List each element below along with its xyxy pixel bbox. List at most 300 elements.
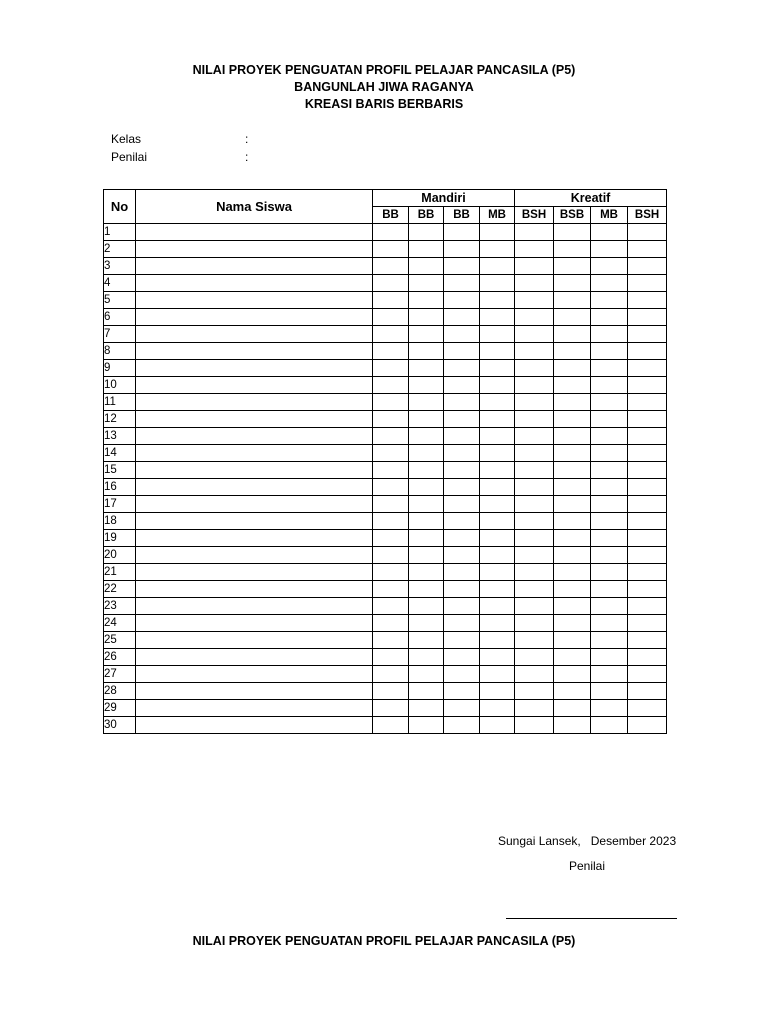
score-cell[interactable] bbox=[444, 326, 480, 343]
score-cell[interactable] bbox=[515, 598, 554, 615]
score-cell[interactable] bbox=[373, 547, 409, 564]
score-cell[interactable] bbox=[444, 547, 480, 564]
score-cell[interactable] bbox=[554, 343, 591, 360]
score-cell[interactable] bbox=[591, 666, 628, 683]
score-cell[interactable] bbox=[591, 479, 628, 496]
score-cell[interactable] bbox=[591, 428, 628, 445]
score-cell[interactable] bbox=[373, 666, 409, 683]
table-row bbox=[104, 462, 667, 479]
score-cell[interactable] bbox=[628, 564, 667, 581]
score-cell[interactable] bbox=[373, 530, 409, 547]
score-cell[interactable] bbox=[480, 394, 515, 411]
score-cell[interactable] bbox=[373, 479, 409, 496]
score-cell[interactable] bbox=[554, 496, 591, 513]
score-cell[interactable] bbox=[444, 377, 480, 394]
score-cell[interactable] bbox=[409, 581, 444, 598]
score-cell[interactable] bbox=[480, 258, 515, 275]
header-group-mandiri: Mandiri bbox=[373, 190, 515, 207]
score-cell[interactable] bbox=[515, 683, 554, 700]
score-cell[interactable] bbox=[444, 462, 480, 479]
score-cell[interactable] bbox=[444, 343, 480, 360]
score-cell[interactable] bbox=[480, 581, 515, 598]
score-cell[interactable] bbox=[444, 275, 480, 292]
table-row bbox=[104, 428, 667, 445]
table-row bbox=[104, 615, 667, 632]
score-cell[interactable] bbox=[628, 394, 667, 411]
score-cell[interactable] bbox=[628, 547, 667, 564]
score-cell[interactable] bbox=[554, 394, 591, 411]
assessment-table bbox=[103, 189, 667, 734]
student-name-cell[interactable] bbox=[136, 717, 373, 734]
student-name-cell[interactable] bbox=[136, 547, 373, 564]
student-name-cell[interactable] bbox=[136, 530, 373, 547]
score-cell[interactable] bbox=[444, 683, 480, 700]
score-cell[interactable] bbox=[554, 530, 591, 547]
score-cell[interactable] bbox=[444, 394, 480, 411]
score-cell[interactable] bbox=[409, 513, 444, 530]
score-cell[interactable] bbox=[480, 564, 515, 581]
row-number: 16 bbox=[104, 479, 136, 496]
student-name-cell[interactable] bbox=[136, 292, 373, 309]
score-cell[interactable] bbox=[409, 394, 444, 411]
score-cell[interactable] bbox=[515, 513, 554, 530]
score-cell[interactable] bbox=[480, 224, 515, 241]
score-cell[interactable] bbox=[628, 445, 667, 462]
score-cell[interactable] bbox=[554, 598, 591, 615]
table-row bbox=[104, 581, 667, 598]
score-cell[interactable] bbox=[480, 462, 515, 479]
score-cell[interactable] bbox=[554, 649, 591, 666]
score-cell[interactable] bbox=[409, 428, 444, 445]
score-cell[interactable] bbox=[554, 377, 591, 394]
score-cell[interactable] bbox=[373, 445, 409, 462]
score-cell[interactable] bbox=[554, 683, 591, 700]
score-cell[interactable] bbox=[554, 632, 591, 649]
score-cell[interactable] bbox=[444, 700, 480, 717]
score-cell[interactable] bbox=[409, 275, 444, 292]
score-cell[interactable] bbox=[515, 496, 554, 513]
score-cell[interactable] bbox=[554, 292, 591, 309]
score-cell[interactable] bbox=[480, 700, 515, 717]
score-cell[interactable] bbox=[373, 683, 409, 700]
score-cell[interactable] bbox=[480, 530, 515, 547]
score-cell[interactable] bbox=[628, 326, 667, 343]
student-name-cell[interactable] bbox=[136, 632, 373, 649]
score-cell[interactable] bbox=[480, 683, 515, 700]
score-cell[interactable] bbox=[628, 632, 667, 649]
row-number: 19 bbox=[104, 530, 136, 547]
score-cell[interactable] bbox=[591, 224, 628, 241]
score-cell[interactable] bbox=[444, 564, 480, 581]
score-cell[interactable] bbox=[373, 462, 409, 479]
table-row bbox=[104, 292, 667, 309]
score-cell[interactable] bbox=[480, 241, 515, 258]
score-cell[interactable] bbox=[480, 496, 515, 513]
score-cell[interactable] bbox=[373, 394, 409, 411]
score-cell[interactable] bbox=[515, 343, 554, 360]
score-cell[interactable] bbox=[373, 275, 409, 292]
student-name-cell[interactable] bbox=[136, 394, 373, 411]
score-cell[interactable] bbox=[515, 309, 554, 326]
score-cell[interactable] bbox=[480, 411, 515, 428]
score-cell[interactable] bbox=[554, 360, 591, 377]
score-cell[interactable] bbox=[480, 666, 515, 683]
score-cell[interactable] bbox=[373, 360, 409, 377]
score-cell[interactable] bbox=[444, 598, 480, 615]
score-cell[interactable] bbox=[409, 717, 444, 734]
score-cell[interactable] bbox=[628, 309, 667, 326]
score-cell[interactable] bbox=[409, 649, 444, 666]
student-name-cell[interactable] bbox=[136, 275, 373, 292]
student-name-cell[interactable] bbox=[136, 445, 373, 462]
score-cell[interactable] bbox=[373, 241, 409, 258]
subheader-cell: MB bbox=[480, 207, 515, 224]
score-cell[interactable] bbox=[409, 479, 444, 496]
score-cell[interactable] bbox=[554, 564, 591, 581]
score-cell[interactable] bbox=[444, 479, 480, 496]
score-cell[interactable] bbox=[554, 445, 591, 462]
table-row bbox=[104, 377, 667, 394]
row-number: 27 bbox=[104, 666, 136, 683]
score-cell[interactable] bbox=[444, 496, 480, 513]
score-cell[interactable] bbox=[444, 445, 480, 462]
score-cell[interactable] bbox=[480, 343, 515, 360]
score-cell[interactable] bbox=[591, 275, 628, 292]
score-cell[interactable] bbox=[373, 615, 409, 632]
score-cell[interactable] bbox=[409, 683, 444, 700]
score-cell[interactable] bbox=[373, 224, 409, 241]
score-cell[interactable] bbox=[444, 615, 480, 632]
score-cell[interactable] bbox=[444, 258, 480, 275]
score-cell[interactable] bbox=[480, 360, 515, 377]
student-name-cell[interactable] bbox=[136, 377, 373, 394]
table-row bbox=[104, 717, 667, 734]
score-cell[interactable] bbox=[373, 411, 409, 428]
score-cell[interactable] bbox=[480, 377, 515, 394]
score-cell[interactable] bbox=[409, 343, 444, 360]
score-cell[interactable] bbox=[591, 360, 628, 377]
score-cell[interactable] bbox=[628, 292, 667, 309]
score-cell[interactable] bbox=[628, 649, 667, 666]
score-cell[interactable] bbox=[628, 581, 667, 598]
student-name-cell[interactable] bbox=[136, 615, 373, 632]
table-row bbox=[104, 258, 667, 275]
score-cell[interactable] bbox=[444, 666, 480, 683]
score-cell[interactable] bbox=[554, 428, 591, 445]
table-row bbox=[104, 547, 667, 564]
document-title-block bbox=[0, 62, 768, 113]
score-cell[interactable] bbox=[409, 632, 444, 649]
score-cell[interactable] bbox=[515, 445, 554, 462]
score-cell[interactable] bbox=[628, 462, 667, 479]
score-cell[interactable] bbox=[628, 717, 667, 734]
score-cell[interactable] bbox=[444, 530, 480, 547]
score-cell[interactable] bbox=[515, 530, 554, 547]
student-name-cell[interactable] bbox=[136, 513, 373, 530]
score-cell[interactable] bbox=[591, 394, 628, 411]
score-cell[interactable] bbox=[409, 377, 444, 394]
student-name-cell[interactable] bbox=[136, 343, 373, 360]
score-cell[interactable] bbox=[628, 343, 667, 360]
score-cell[interactable] bbox=[515, 666, 554, 683]
student-name-cell[interactable] bbox=[136, 598, 373, 615]
score-cell[interactable] bbox=[591, 258, 628, 275]
score-cell[interactable] bbox=[480, 445, 515, 462]
score-cell[interactable] bbox=[373, 326, 409, 343]
score-cell[interactable] bbox=[480, 513, 515, 530]
score-cell[interactable] bbox=[515, 394, 554, 411]
score-cell[interactable] bbox=[373, 343, 409, 360]
score-cell[interactable] bbox=[628, 530, 667, 547]
score-cell[interactable] bbox=[515, 649, 554, 666]
score-cell[interactable] bbox=[409, 547, 444, 564]
score-cell[interactable] bbox=[515, 275, 554, 292]
score-cell[interactable] bbox=[480, 615, 515, 632]
score-cell[interactable] bbox=[628, 411, 667, 428]
score-cell[interactable] bbox=[409, 326, 444, 343]
student-name-cell[interactable] bbox=[136, 258, 373, 275]
score-cell[interactable] bbox=[409, 411, 444, 428]
score-cell[interactable] bbox=[591, 445, 628, 462]
table-row bbox=[104, 394, 667, 411]
score-cell[interactable] bbox=[444, 360, 480, 377]
score-cell[interactable] bbox=[480, 428, 515, 445]
score-cell[interactable] bbox=[591, 598, 628, 615]
student-name-cell[interactable] bbox=[136, 581, 373, 598]
score-cell[interactable] bbox=[591, 343, 628, 360]
score-cell[interactable] bbox=[480, 326, 515, 343]
document-title: NILAI PROYEK PENGUATAN PROFIL PELAJAR PANCASILA (P5) bbox=[192, 63, 576, 77]
score-cell[interactable] bbox=[444, 309, 480, 326]
score-cell[interactable] bbox=[515, 581, 554, 598]
student-name-cell[interactable] bbox=[136, 360, 373, 377]
score-cell[interactable] bbox=[515, 700, 554, 717]
score-cell[interactable] bbox=[373, 598, 409, 615]
score-cell[interactable] bbox=[409, 598, 444, 615]
subheader-cell: BB bbox=[444, 207, 480, 224]
score-cell[interactable] bbox=[554, 717, 591, 734]
score-cell[interactable] bbox=[628, 258, 667, 275]
score-cell[interactable] bbox=[480, 275, 515, 292]
score-cell[interactable] bbox=[373, 717, 409, 734]
score-cell[interactable] bbox=[628, 479, 667, 496]
score-cell[interactable] bbox=[591, 615, 628, 632]
score-cell[interactable] bbox=[515, 547, 554, 564]
score-cell[interactable] bbox=[480, 479, 515, 496]
student-name-cell[interactable] bbox=[136, 241, 373, 258]
score-cell[interactable] bbox=[515, 564, 554, 581]
score-cell[interactable] bbox=[480, 717, 515, 734]
score-cell[interactable] bbox=[444, 241, 480, 258]
score-cell[interactable] bbox=[591, 530, 628, 547]
row-number: 2 bbox=[104, 241, 136, 258]
student-name-cell[interactable] bbox=[136, 496, 373, 513]
score-cell[interactable] bbox=[591, 292, 628, 309]
score-cell[interactable] bbox=[591, 547, 628, 564]
score-cell[interactable] bbox=[591, 411, 628, 428]
score-cell[interactable] bbox=[591, 683, 628, 700]
score-cell[interactable] bbox=[409, 615, 444, 632]
student-name-cell[interactable] bbox=[136, 224, 373, 241]
score-cell[interactable] bbox=[409, 666, 444, 683]
score-cell[interactable] bbox=[628, 615, 667, 632]
score-cell[interactable] bbox=[515, 241, 554, 258]
score-cell[interactable] bbox=[409, 462, 444, 479]
score-cell[interactable] bbox=[373, 258, 409, 275]
score-cell[interactable] bbox=[480, 292, 515, 309]
score-cell[interactable] bbox=[628, 513, 667, 530]
student-name-cell[interactable] bbox=[136, 428, 373, 445]
score-cell[interactable] bbox=[444, 224, 480, 241]
score-cell[interactable] bbox=[554, 479, 591, 496]
table-row bbox=[104, 445, 667, 462]
score-cell[interactable] bbox=[444, 632, 480, 649]
score-cell[interactable] bbox=[554, 462, 591, 479]
score-cell[interactable] bbox=[515, 360, 554, 377]
score-cell[interactable] bbox=[628, 360, 667, 377]
score-cell[interactable] bbox=[373, 700, 409, 717]
score-cell[interactable] bbox=[409, 700, 444, 717]
score-cell[interactable] bbox=[373, 564, 409, 581]
score-cell[interactable] bbox=[480, 309, 515, 326]
score-cell[interactable] bbox=[554, 258, 591, 275]
student-name-cell[interactable] bbox=[136, 683, 373, 700]
score-cell[interactable] bbox=[373, 309, 409, 326]
score-cell[interactable] bbox=[515, 258, 554, 275]
student-name-cell[interactable] bbox=[136, 700, 373, 717]
score-cell[interactable] bbox=[373, 292, 409, 309]
score-cell[interactable] bbox=[515, 479, 554, 496]
score-cell[interactable] bbox=[628, 224, 667, 241]
score-cell[interactable] bbox=[373, 581, 409, 598]
score-cell[interactable] bbox=[554, 411, 591, 428]
score-cell[interactable] bbox=[591, 513, 628, 530]
row-number: 15 bbox=[104, 462, 136, 479]
score-cell[interactable] bbox=[628, 598, 667, 615]
score-cell[interactable] bbox=[515, 632, 554, 649]
score-cell[interactable] bbox=[373, 428, 409, 445]
score-cell[interactable] bbox=[444, 581, 480, 598]
score-cell[interactable] bbox=[444, 513, 480, 530]
score-cell[interactable] bbox=[591, 309, 628, 326]
student-name-cell[interactable] bbox=[136, 326, 373, 343]
score-cell[interactable] bbox=[591, 632, 628, 649]
score-cell[interactable] bbox=[515, 326, 554, 343]
score-cell[interactable] bbox=[515, 717, 554, 734]
score-cell[interactable] bbox=[444, 717, 480, 734]
score-cell[interactable] bbox=[554, 241, 591, 258]
table-row bbox=[104, 309, 667, 326]
score-cell[interactable] bbox=[409, 496, 444, 513]
student-name-cell[interactable] bbox=[136, 564, 373, 581]
score-cell[interactable] bbox=[515, 615, 554, 632]
score-cell[interactable] bbox=[628, 275, 667, 292]
score-cell[interactable] bbox=[409, 360, 444, 377]
score-cell[interactable] bbox=[480, 649, 515, 666]
project-theme: BANGUNLAH JIWA RAGANYA bbox=[294, 80, 474, 94]
student-name-cell[interactable] bbox=[136, 309, 373, 326]
score-cell[interactable] bbox=[554, 666, 591, 683]
score-cell[interactable] bbox=[444, 428, 480, 445]
score-cell[interactable] bbox=[628, 428, 667, 445]
score-cell[interactable] bbox=[591, 649, 628, 666]
score-cell[interactable] bbox=[515, 224, 554, 241]
score-cell[interactable] bbox=[591, 462, 628, 479]
subheader-cell: BSB bbox=[554, 207, 591, 224]
score-cell[interactable] bbox=[444, 649, 480, 666]
student-name-cell[interactable] bbox=[136, 462, 373, 479]
score-cell[interactable] bbox=[409, 292, 444, 309]
score-cell[interactable] bbox=[554, 326, 591, 343]
score-cell[interactable] bbox=[409, 258, 444, 275]
score-cell[interactable] bbox=[554, 581, 591, 598]
score-cell[interactable] bbox=[628, 377, 667, 394]
score-cell[interactable] bbox=[628, 496, 667, 513]
score-cell[interactable] bbox=[628, 700, 667, 717]
student-name-cell[interactable] bbox=[136, 649, 373, 666]
table-row bbox=[104, 666, 667, 683]
score-cell[interactable] bbox=[554, 547, 591, 564]
score-cell[interactable] bbox=[444, 411, 480, 428]
score-cell[interactable] bbox=[628, 241, 667, 258]
table-row bbox=[104, 224, 667, 241]
score-cell[interactable] bbox=[554, 700, 591, 717]
row-number: 21 bbox=[104, 564, 136, 581]
score-cell[interactable] bbox=[628, 683, 667, 700]
score-cell[interactable] bbox=[373, 513, 409, 530]
score-cell[interactable] bbox=[409, 564, 444, 581]
score-cell[interactable] bbox=[515, 462, 554, 479]
score-cell[interactable] bbox=[515, 411, 554, 428]
score-cell[interactable] bbox=[409, 241, 444, 258]
score-cell[interactable] bbox=[554, 224, 591, 241]
score-cell[interactable] bbox=[628, 666, 667, 683]
score-cell[interactable] bbox=[409, 309, 444, 326]
student-name-cell[interactable] bbox=[136, 411, 373, 428]
score-cell[interactable] bbox=[409, 445, 444, 462]
student-name-cell[interactable] bbox=[136, 479, 373, 496]
score-cell[interactable] bbox=[480, 598, 515, 615]
score-cell[interactable] bbox=[373, 649, 409, 666]
score-cell[interactable] bbox=[591, 717, 628, 734]
score-cell[interactable] bbox=[591, 496, 628, 513]
score-cell[interactable] bbox=[591, 241, 628, 258]
score-cell[interactable] bbox=[444, 292, 480, 309]
score-cell[interactable] bbox=[591, 564, 628, 581]
table-row bbox=[104, 411, 667, 428]
score-cell[interactable] bbox=[515, 377, 554, 394]
student-name-cell[interactable] bbox=[136, 666, 373, 683]
score-cell[interactable] bbox=[409, 530, 444, 547]
score-cell[interactable] bbox=[591, 700, 628, 717]
score-cell[interactable] bbox=[515, 428, 554, 445]
score-cell[interactable] bbox=[554, 309, 591, 326]
score-cell[interactable] bbox=[591, 377, 628, 394]
score-cell[interactable] bbox=[554, 513, 591, 530]
score-cell[interactable] bbox=[373, 496, 409, 513]
score-cell[interactable] bbox=[591, 581, 628, 598]
score-cell[interactable] bbox=[591, 326, 628, 343]
score-cell[interactable] bbox=[480, 632, 515, 649]
score-cell[interactable] bbox=[409, 224, 444, 241]
score-cell[interactable] bbox=[554, 615, 591, 632]
score-cell[interactable] bbox=[480, 547, 515, 564]
row-number: 23 bbox=[104, 598, 136, 615]
score-cell[interactable] bbox=[515, 292, 554, 309]
score-cell[interactable] bbox=[373, 632, 409, 649]
score-cell[interactable] bbox=[373, 377, 409, 394]
score-cell[interactable] bbox=[554, 275, 591, 292]
